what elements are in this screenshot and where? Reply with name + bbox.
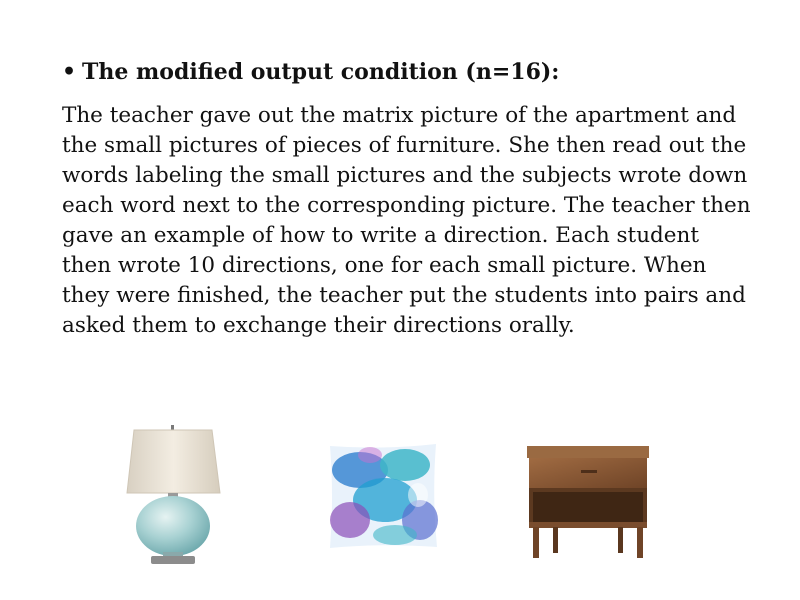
bullet-dot: • bbox=[62, 59, 77, 85]
body-paragraph: The teacher gave out the matrix picture of the apartment and the small pictures of pieces of furniture. She then read out the words labeling the small pictures and the subjects wrote down each word next to the corresponding picture. The teacher then gave an example of how to write a direction. Each student then wrote 10 directions, one for each small picture. When they were finished, the teacher put the students into pairs and asked them to exchange their directions orally. bbox=[62, 103, 751, 338]
table-lamp-icon bbox=[127, 425, 220, 564]
heading-text: The modified output condition (n=16): bbox=[82, 59, 560, 85]
wooden-nightstand-icon bbox=[527, 446, 649, 558]
bullet-heading bbox=[62, 55, 559, 89]
watercolor-pillow-icon bbox=[330, 444, 438, 548]
